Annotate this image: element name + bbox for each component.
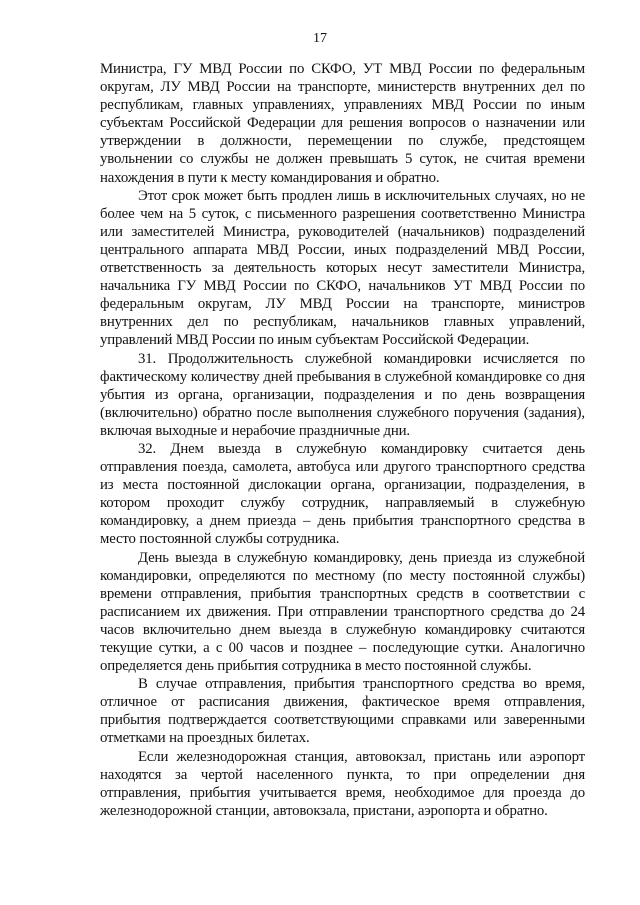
paragraph-departure-arrival-day: День выезда в служебную командировку, день приезда из служебной командировки, определяются по местному (по месту постоянной службы) времени отправления, прибытия транспортных средств в соответствии с расписанием их движения. При отправлении транспортного средства до 24 часов включительно днем выезда в служебную командировку считаются текущие сутки, а с 00 часов и позднее – последующие сутки. Аналогично определяется день прибытия сотрудника в место постоянной службы. bbox=[100, 549, 585, 675]
paragraph-continued: Министра, ГУ МВД России по СКФО, УТ МВД России по федеральным округам, ЛУ МВД России на транспорте, министерств внутренних дел по республикам, главных управлениях, управлениях МВД России по иным субъектам Российской Федерации для решения вопросов о назначении или утверждении в должности, перемещении по службе, предстоящем увольнении со службы не должен превышать 5 суток, не считая времени нахождения в пути к месту командирования и обратно. bbox=[100, 61, 585, 186]
paragraph-item-31: 31. Продолжительность служебной командировки исчисляется по фактическому количеству дней пребывания в служебной командировке со дня убытия из органа, организации, подразделения и по день возвращения (включительно) обратно после выполнения служебного поручения (задания), включая выходные и нерабочие праздничные дни. bbox=[100, 350, 585, 439]
paragraph-station-outside-city: Если железнодорожная станция, автовокзал, пристань или аэропорт находятся за чертой населенного пункта, то при определении дня отправления, прибытия учитывается время, необходимое для проезда до железнодорожной станции, автовокзала, пристани, аэропорта и обратно. bbox=[100, 748, 585, 819]
page-number: 17 bbox=[313, 31, 327, 46]
paragraph-extension-term: Этот срок может быть продлен лишь в исключительных случаях, но не более чем на 5 суток, с письменного разрешения соответственно Министра или заместителей Министра, руководителей (начальников) подразделений центрального аппарата МВД России, иных подразделений МВД России, ответственность за деятельность которых несут заместители Министра, начальника ГУ МВД России по СКФО, начальников УТ МВД России по федеральным округам, ЛУ МВД России на транспорте, министров внутренних дел по республикам, начальников главных управлений, управлений МВД России по иным субъектам Российской Федерации. bbox=[100, 187, 585, 349]
document-body bbox=[100, 60, 585, 820]
paragraph-item-32: 32. Днем выезда в служебную командировку считается день отправления поезда, самолета, автобуса или другого транспортного средства из места постоянной дислокации органа, организации, подразделения, в котором проходит службу сотрудник, направляемый в служебную командировку, а днем приезда – день прибытия транспортного средства в место постоянной службы сотрудника. bbox=[100, 440, 585, 548]
paragraph-schedule-deviation: В случае отправления, прибытия транспортного средства во время, отличное от расписания движения, фактическое время отправления, прибытия подтверждается соответствующими справками или заверенными отметками на проездных билетах. bbox=[100, 676, 585, 747]
